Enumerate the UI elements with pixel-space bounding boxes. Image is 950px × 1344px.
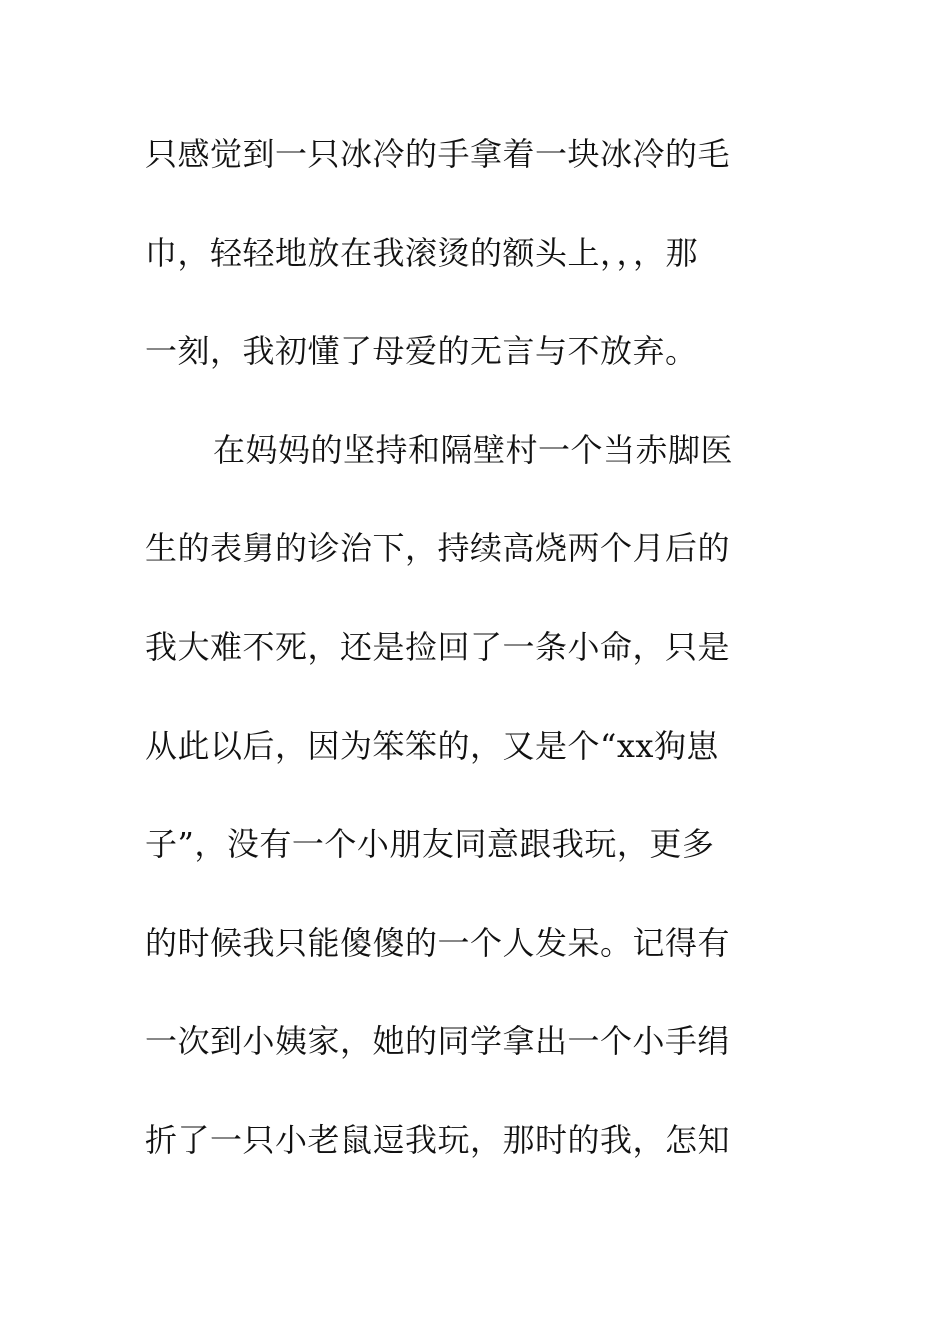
text-line: 只感觉到一只冰冷的手拿着一块冰冷的毛 xyxy=(145,135,731,173)
body-text xyxy=(145,126,785,1211)
text-line: 子”，没有一个小朋友同意跟我玩，更多 xyxy=(145,825,715,864)
text-line: 巾，轻轻地放在我滚烫的额头上，，，那 xyxy=(145,233,699,272)
text-line: 生的表舅的诊治下，持续高烧两个月后的 xyxy=(145,529,731,568)
text-line: 一刻，我初懂了母爱的无言与不放弃。 xyxy=(145,332,698,371)
text-line: 折了一只小老鼠逗我玩，那时的我，怎知 xyxy=(145,1120,731,1159)
paragraph-start-line: 在妈妈的坚持和隔壁村一个当赤脚医 xyxy=(213,430,734,469)
text-line: 的时候我只能傻傻的一个人发呆。记得有 xyxy=(145,923,731,962)
text-line: 一次到小姨家，她的同学拿出一个小手绢 xyxy=(145,1022,731,1061)
text-line: 从此以后，因为笨笨的，又是个“xx狗崽 xyxy=(145,726,719,765)
text-line: 我大难不死，还是捡回了一条小命，只是 xyxy=(145,627,731,666)
